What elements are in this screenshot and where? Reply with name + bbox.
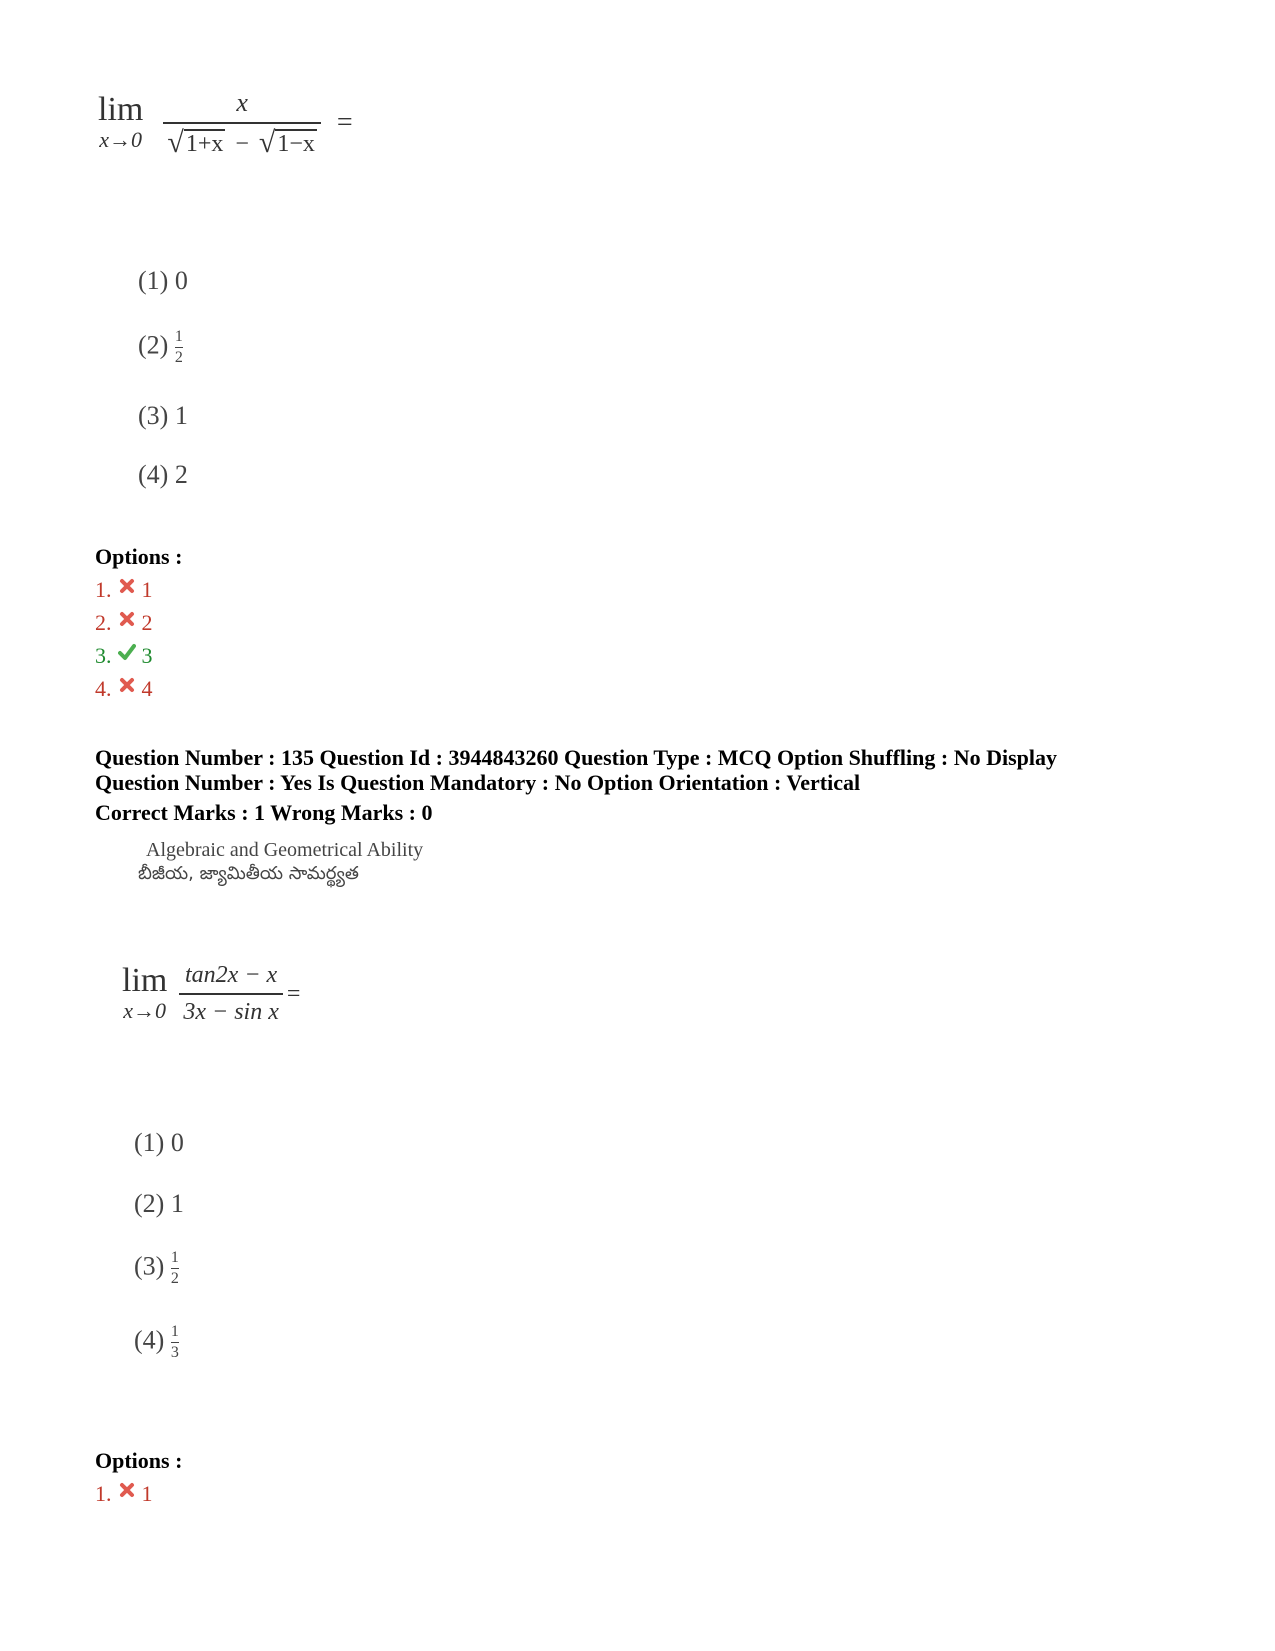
numerator: tan2x − x (185, 962, 278, 988)
lim-subscript: x→0 (99, 127, 143, 152)
section-label-en: Algebraic and Geometrical Ability (146, 839, 424, 861)
q2-expression (122, 962, 300, 1026)
lim-subscript: x→0 (123, 998, 167, 1023)
equals-sign: = (286, 980, 301, 1007)
options-heading: Options : (95, 544, 183, 569)
q2-option-1: (1) 0 (134, 1128, 184, 1157)
equals-sign: = (336, 107, 353, 138)
section-label-te: బీజీయ, జ్యామితీయ సామర్థ్యత (138, 863, 359, 884)
cross-icon (118, 577, 136, 595)
sqrt-1: √ 1+x (167, 126, 224, 159)
sqrt-2: √ 1−x (258, 126, 315, 159)
lim-word: lim (122, 962, 168, 999)
q2-option-2: (2) 1 (134, 1189, 184, 1218)
q1-option-1: (1) 0 (138, 266, 188, 295)
lim-word: lim (98, 91, 144, 128)
cross-icon (118, 676, 136, 694)
options-heading: Options : (95, 1448, 183, 1473)
choice-1: 1. 1 (95, 1481, 153, 1506)
question-marks: Correct Marks : 1 Wrong Marks : 0 (95, 800, 433, 825)
q2-fraction (179, 962, 283, 1026)
q1-option-4: (4) 2 (138, 460, 188, 489)
q1-option-2: (2) $\frac{1}{2}$ (138, 328, 183, 366)
choice-2: 2. 2 (95, 610, 153, 635)
q2-option-3: (3) $\frac{1}{2}$ (134, 1249, 179, 1287)
q1-option-3: (3) 1 (138, 401, 188, 430)
cross-icon (118, 1481, 136, 1499)
check-icon (118, 643, 136, 661)
question-meta-line-2: Question Number : Yes Is Question Mandatory : No Option Orientation : Vertical (95, 770, 861, 795)
numerator: x (236, 88, 248, 117)
q1-fraction: x √ 1+x − √ 1−x (163, 88, 321, 158)
choice-4: 4. 4 (95, 676, 153, 701)
denominator: 3x − sin x (183, 999, 279, 1025)
q2-option-4: (4) $\frac{1}{3}$ (134, 1323, 179, 1361)
q1-expression (98, 88, 353, 158)
cross-icon (118, 610, 136, 628)
choice-3: 3. 3 (95, 643, 153, 668)
question-meta-line-1: Question Number : 135 Question Id : 3944843260 Question Type : MCQ Option Shuffling : No Display (95, 745, 1058, 770)
choice-1: 1. 1 (95, 577, 153, 602)
section-label (138, 838, 423, 886)
